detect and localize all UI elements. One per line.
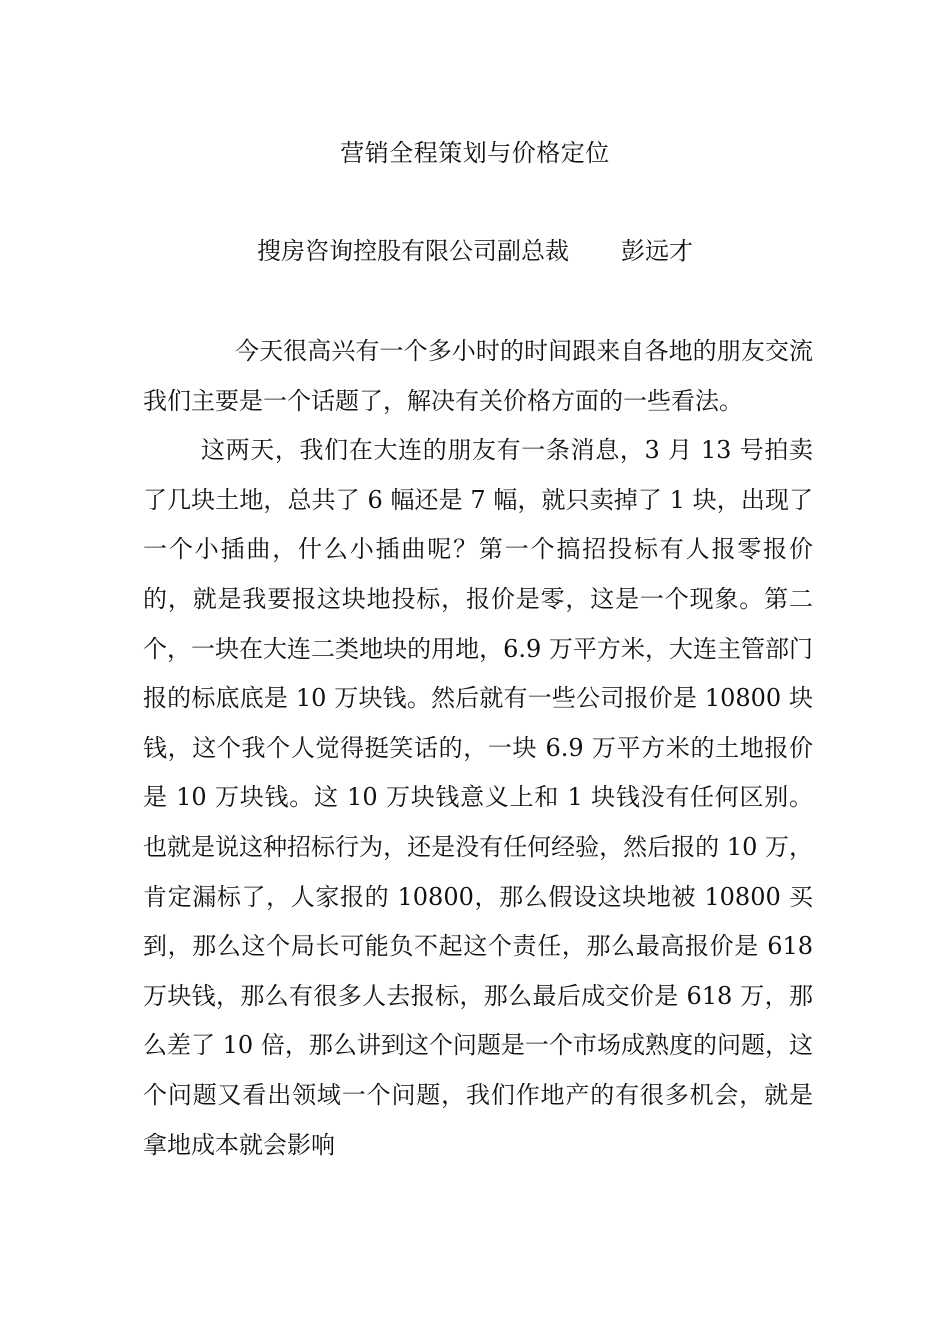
author-organization: 搜房咨询控股有限公司副总裁 (257, 237, 569, 265)
document-title: 营销全程策划与价格定位 (340, 139, 610, 167)
author-line (0, 234, 950, 268)
author-name: 彭远才 (621, 237, 693, 265)
body-paragraph: 今天很高兴有一个多小时的时间跟来自各地的朋友交流我们主要是一个话题了，解决有关价格方面的一些看法。 (143, 337, 813, 415)
document-body (143, 327, 813, 1170)
body-paragraph: 这两天，我们在大连的朋友有一条消息，3 月 13 号拍卖了几块土地，总共了 6 幅还是 7 幅，就只卖掉了 1 块，出现了一个小插曲，什么小插曲呢？第一个搞招投标有人报零报价的，就是我要报这块地投标，报价是零，这是一个现象。第二个，一块在大连二类地块的用地，6.9 万平方米，大连主管部门报的标底底是 10 万块钱。然后就有一些公司报价是 10800 块钱，这个我个人觉得挺笑话的，一块 6.9 万平方米的土地报价是 10 万块钱。这 10 万块钱意义上和 1 块钱没有任何区别。也就是说这种招标行为，还是没有任何经验，然后报的 10 万，肯定漏标了，人家报的 10800，那么假设这块地被 10800 买到，那么这个局长可能负不起这个责任，那么最高报价是 618 万块钱，那么有很多人去报标，那么最后成交价是 618 万，那么差了 10 倍，那么讲到这个问题是一个市场成熟度的问题，这个问题又看出领域一个问题，我们作地产的有很多机会，就是拿地成本就会影响 (143, 436, 813, 1159)
